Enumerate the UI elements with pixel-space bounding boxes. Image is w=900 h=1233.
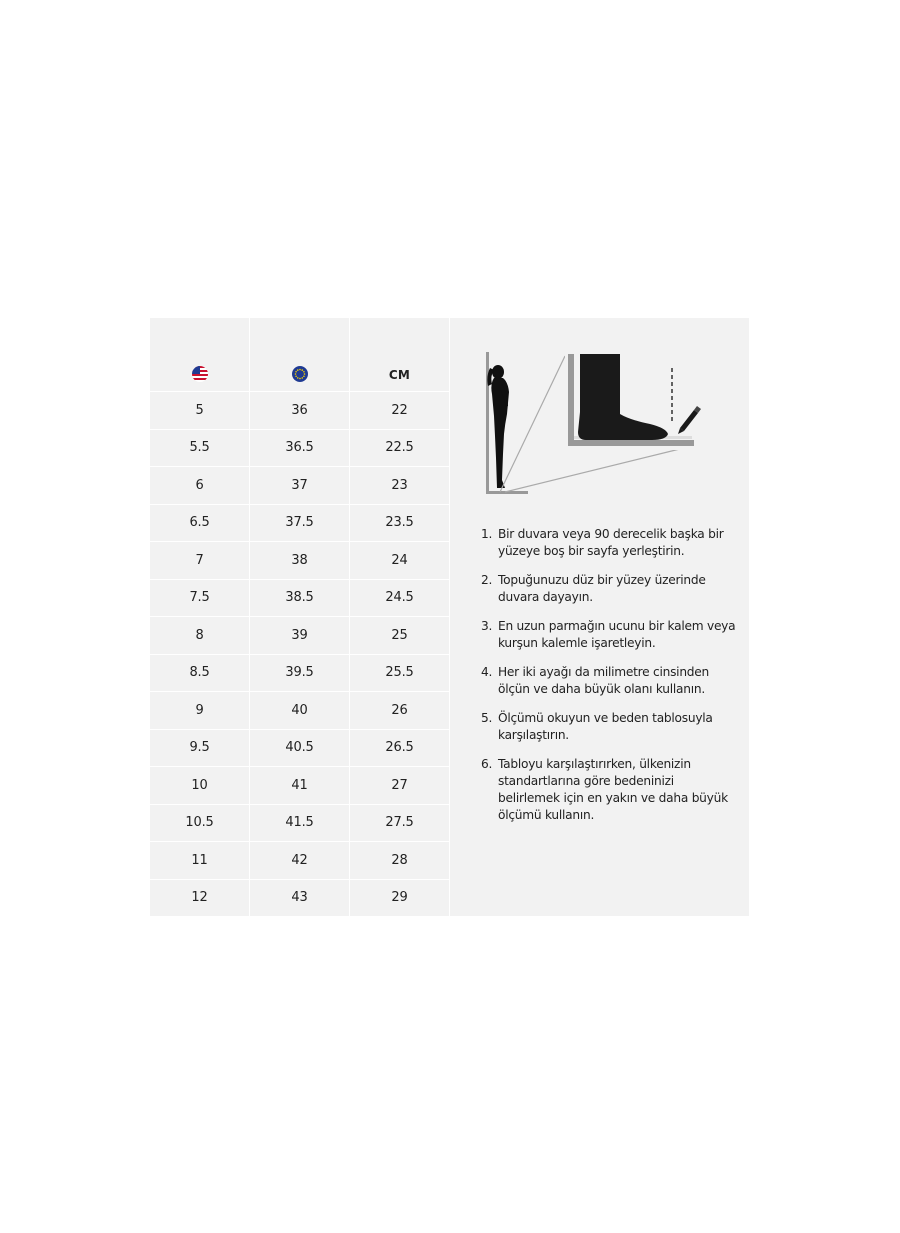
us-size-cell: 6.5	[150, 505, 249, 542]
cm-size-cell: 26.5	[350, 730, 449, 767]
header-cm-label: CM	[388, 368, 411, 382]
eu-size-cell: 37.5	[250, 505, 349, 542]
us-size-cell: 9.5	[150, 730, 249, 767]
eu-size-cell: 39	[250, 617, 349, 654]
us-size-cell: 5.5	[150, 430, 249, 467]
instruction-list	[481, 526, 739, 836]
eu-size-cell: 41	[250, 767, 349, 804]
eu-size-cell: 40.5	[250, 730, 349, 767]
instruction-step	[481, 664, 739, 698]
cm-size-cell: 25	[350, 617, 449, 654]
step-text: En uzun parmağın ucunu bir kalem veya kurşun kalemle işaretleyin.	[498, 619, 736, 650]
step-text: Bir duvara veya 90 derecelik başka bir yüzeye boş bir sayfa yerleştirin.	[498, 527, 724, 558]
eu-size-cell: 41.5	[250, 805, 349, 842]
eu-size-cell: 36	[250, 392, 349, 429]
cm-size-cell: 24	[350, 542, 449, 579]
cm-size-cell: 25.5	[350, 655, 449, 692]
size-chart	[150, 318, 749, 916]
instruction-step	[481, 756, 739, 824]
instruction-step	[481, 572, 739, 606]
cm-size-cell: 23.5	[350, 505, 449, 542]
eu-size-cell: 38	[250, 542, 349, 579]
instruction-step	[481, 618, 739, 652]
size-table	[150, 318, 450, 916]
us-size-cell: 10.5	[150, 805, 249, 842]
step-text: Her iki ayağı da milimetre cinsinden ölçün ve daha büyük olanı kullanın.	[498, 665, 709, 696]
us-flag-icon	[192, 366, 208, 382]
instruction-panel	[450, 318, 749, 916]
cm-size-cell: 29	[350, 880, 449, 917]
cm-size-cell: 27	[350, 767, 449, 804]
cm-size-cell: 28	[350, 842, 449, 879]
header-us	[150, 318, 249, 391]
us-size-cell: 11	[150, 842, 249, 879]
us-size-cell: 9	[150, 692, 249, 729]
eu-size-cell: 36.5	[250, 430, 349, 467]
eu-size-cell: 39.5	[250, 655, 349, 692]
us-size-cell: 8	[150, 617, 249, 654]
step-text: Topuğunuzu düz bir yüzey üzerinde duvara dayayın.	[498, 573, 706, 604]
us-size-cell: 10	[150, 767, 249, 804]
us-size-cell: 6	[150, 467, 249, 504]
header-eu	[250, 318, 349, 391]
us-size-cell: 5	[150, 392, 249, 429]
instruction-step	[481, 526, 739, 560]
cm-size-cell: 24.5	[350, 580, 449, 617]
step-number: 6.	[481, 757, 493, 771]
foot-measure-illustration	[450, 318, 749, 518]
standing-person-icon	[487, 365, 509, 488]
cm-size-cell: 22	[350, 392, 449, 429]
step-number: 2.	[481, 573, 493, 587]
step-text: Tabloyu karşılaştırırken, ülkenizin standartlarına göre bedeninizi belirlemek için en yakın ve daha büyük ölçümü kullanın.	[498, 757, 728, 822]
step-text: Ölçümü okuyun ve beden tablosuyla karşılaştırın.	[498, 711, 713, 742]
eu-flag-icon	[292, 366, 308, 382]
cm-size-cell: 22.5	[350, 430, 449, 467]
cm-size-cell: 27.5	[350, 805, 449, 842]
step-number: 5.	[481, 711, 493, 725]
us-size-cell: 8.5	[150, 655, 249, 692]
step-number: 3.	[481, 619, 493, 633]
eu-size-cell: 40	[250, 692, 349, 729]
cm-size-cell: 23	[350, 467, 449, 504]
eu-size-cell: 42	[250, 842, 349, 879]
step-number: 4.	[481, 665, 493, 679]
cm-size-cell: 26	[350, 692, 449, 729]
us-size-cell: 7.5	[150, 580, 249, 617]
eu-size-cell: 43	[250, 880, 349, 917]
eu-size-cell: 37	[250, 467, 349, 504]
header-cm	[350, 318, 449, 391]
step-number: 1.	[481, 527, 493, 541]
us-size-cell: 12	[150, 880, 249, 917]
eu-size-cell: 38.5	[250, 580, 349, 617]
instruction-step	[481, 710, 739, 744]
us-size-cell: 7	[150, 542, 249, 579]
